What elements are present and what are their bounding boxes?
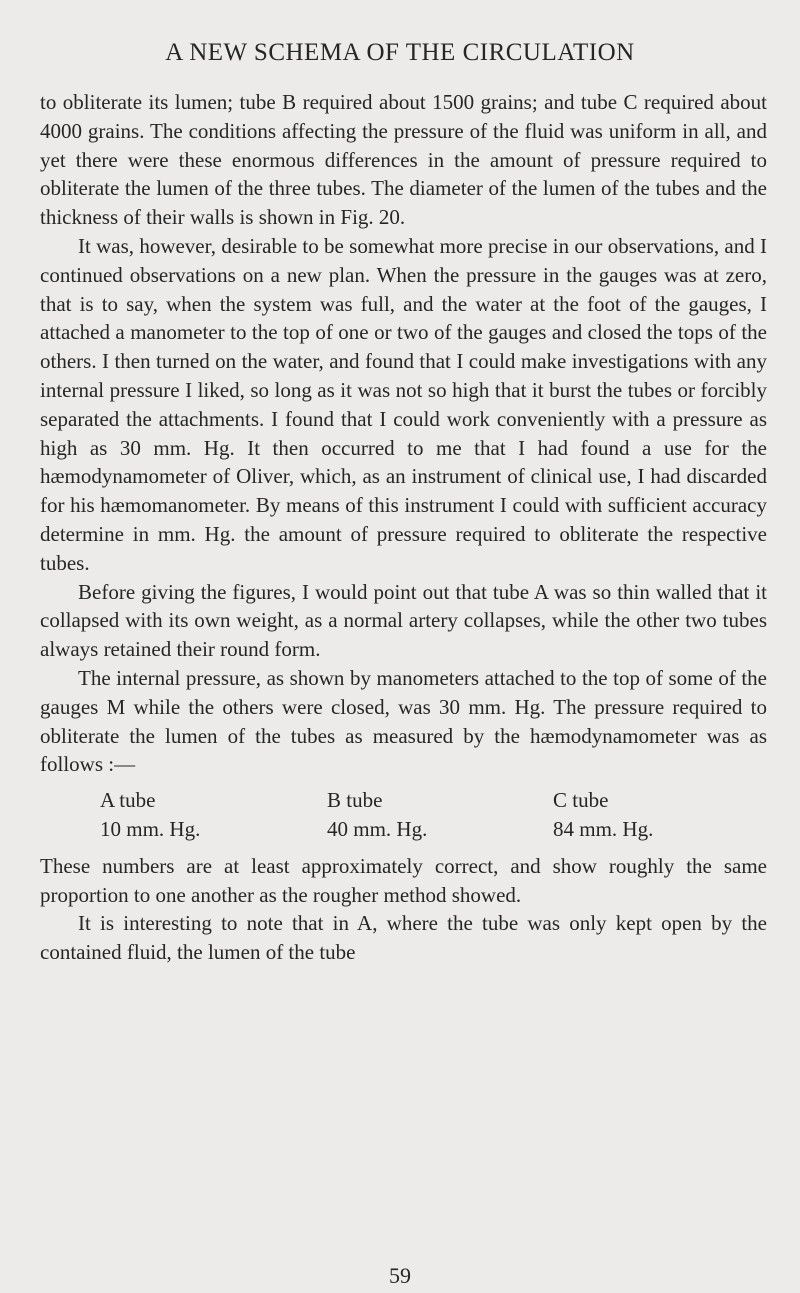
body-text (40, 88, 767, 967)
table-header-a: A tube (100, 788, 156, 813)
paragraph-1: to obliterate its lumen; tube B required about 1500 grains; and tube C required about 4000 grains. The conditions affecting the pressure of the fluid was uniform in all, and yet there were these enormous differences in the amount of pressure required to obliterate the lumen of the three tubes. The diameter of the lumen of the tubes and the thickness of their walls is shown in Fig. 20. (40, 90, 767, 230)
paragraph-6: It is interesting to note that in A, where the tube was only kept open by the contained fluid, the lumen of the tube (40, 911, 767, 965)
table-value-a: 10 mm. Hg. (100, 816, 201, 841)
table-header-c: C tube (553, 788, 609, 813)
page-number: 59 (389, 1263, 411, 1288)
paragraph-4: The internal pressure, as shown by manometers attached to the top of some of the gauges M while the others were closed, was 30 mm. Hg. The pressure required to obliterate the lumen of the tubes as measured by the hæmodynamometer was as follows :— (40, 665, 767, 777)
table-value-b: 40 mm. Hg. (327, 816, 428, 841)
pressure-table (100, 786, 767, 844)
table-header-b: B tube (327, 788, 383, 813)
paragraph-5: These numbers are at least approximately correct, and show roughly the same proportion to one another as the rougher method showed. (40, 853, 767, 907)
running-head: A NEW SCHEMA OF THE CIRCULATION (165, 39, 635, 66)
paragraph-2: It was, however, desirable to be somewhat more precise in our observations, and I continued observations on a new plan. When the pressure in the gauges was at zero, that is to say, when the system was full, and the water at the foot of the gauges, I attached a manometer to the top of one or two of the gauges and closed the tops of the others. I then turned on the water, and found that I could make investigations with any internal pressure I liked, so long as it was not so high that it burst the tubes or forcibly separated the attachments. I found that I could work conveniently with a pressure as high as 30 mm. Hg. It then occurred to me that I had found a use for the hæmodynamometer of Oliver, which, as an instrument of clinical use, I had discarded for his hæmomanometer. By means of this instrument I could with sufficient accuracy determine in mm. Hg. the amount of pressure required to obliterate the respective tubes. (40, 233, 767, 575)
paragraph-3: Before giving the figures, I would point out that tube A was so thin walled that it collapsed with its own weight, as a normal artery collapses, while the other two tubes always retained their round form. (40, 579, 767, 662)
table-value-c: 84 mm. Hg. (553, 816, 654, 841)
